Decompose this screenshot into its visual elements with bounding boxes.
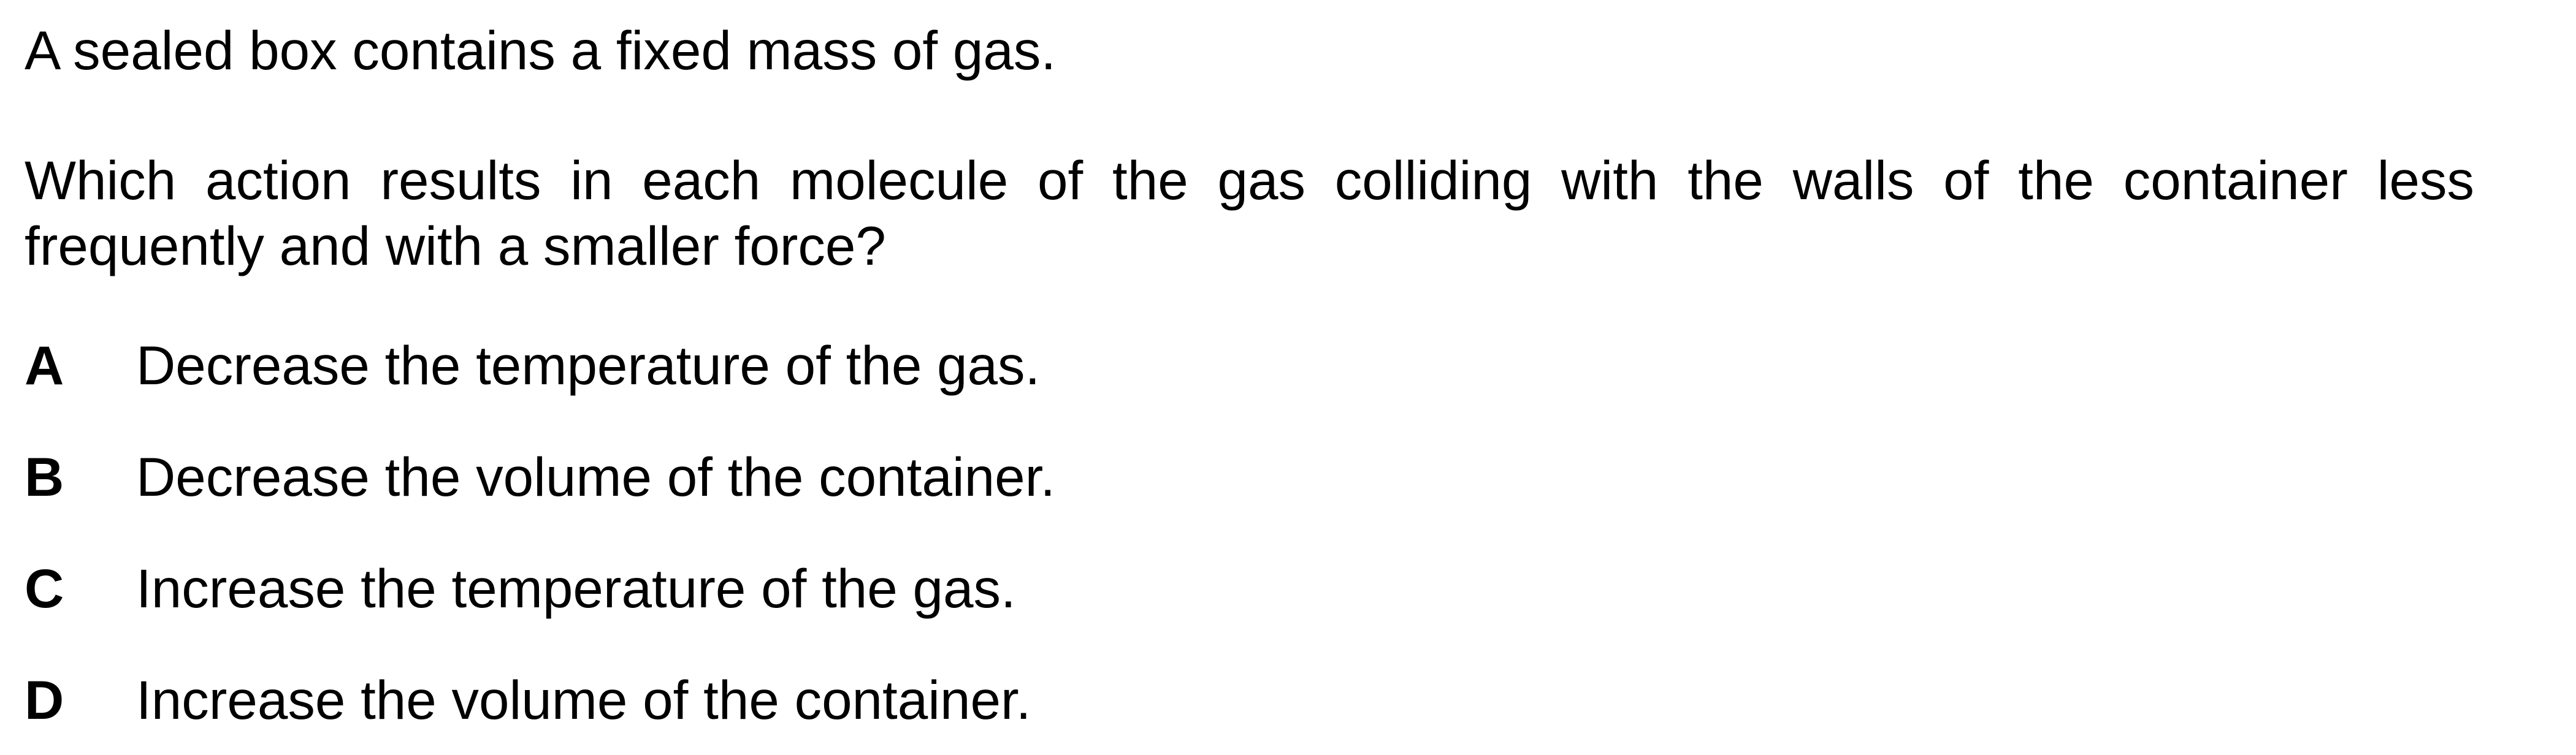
option-d-text: Increase the volume of the container. [136, 669, 1031, 730]
option-d-letter: D [25, 669, 64, 730]
option-c-letter: C [25, 558, 64, 619]
option-c-text: Increase the temperature of the gas. [136, 558, 1016, 619]
question-intro: A sealed box contains a fixed mass of gas. [25, 20, 1057, 81]
question-prompt-line-2: frequently and with a smaller force? [25, 215, 886, 276]
option-b-text: Decrease the volume of the container. [136, 446, 1056, 507]
option-a-text: Decrease the temperature of the gas. [136, 335, 1041, 396]
question-prompt-line-1: Which action results in each molecule of the gas colliding with the walls of the container less [25, 150, 2474, 211]
option-b-letter: B [25, 446, 64, 507]
option-a-letter: A [25, 335, 64, 396]
